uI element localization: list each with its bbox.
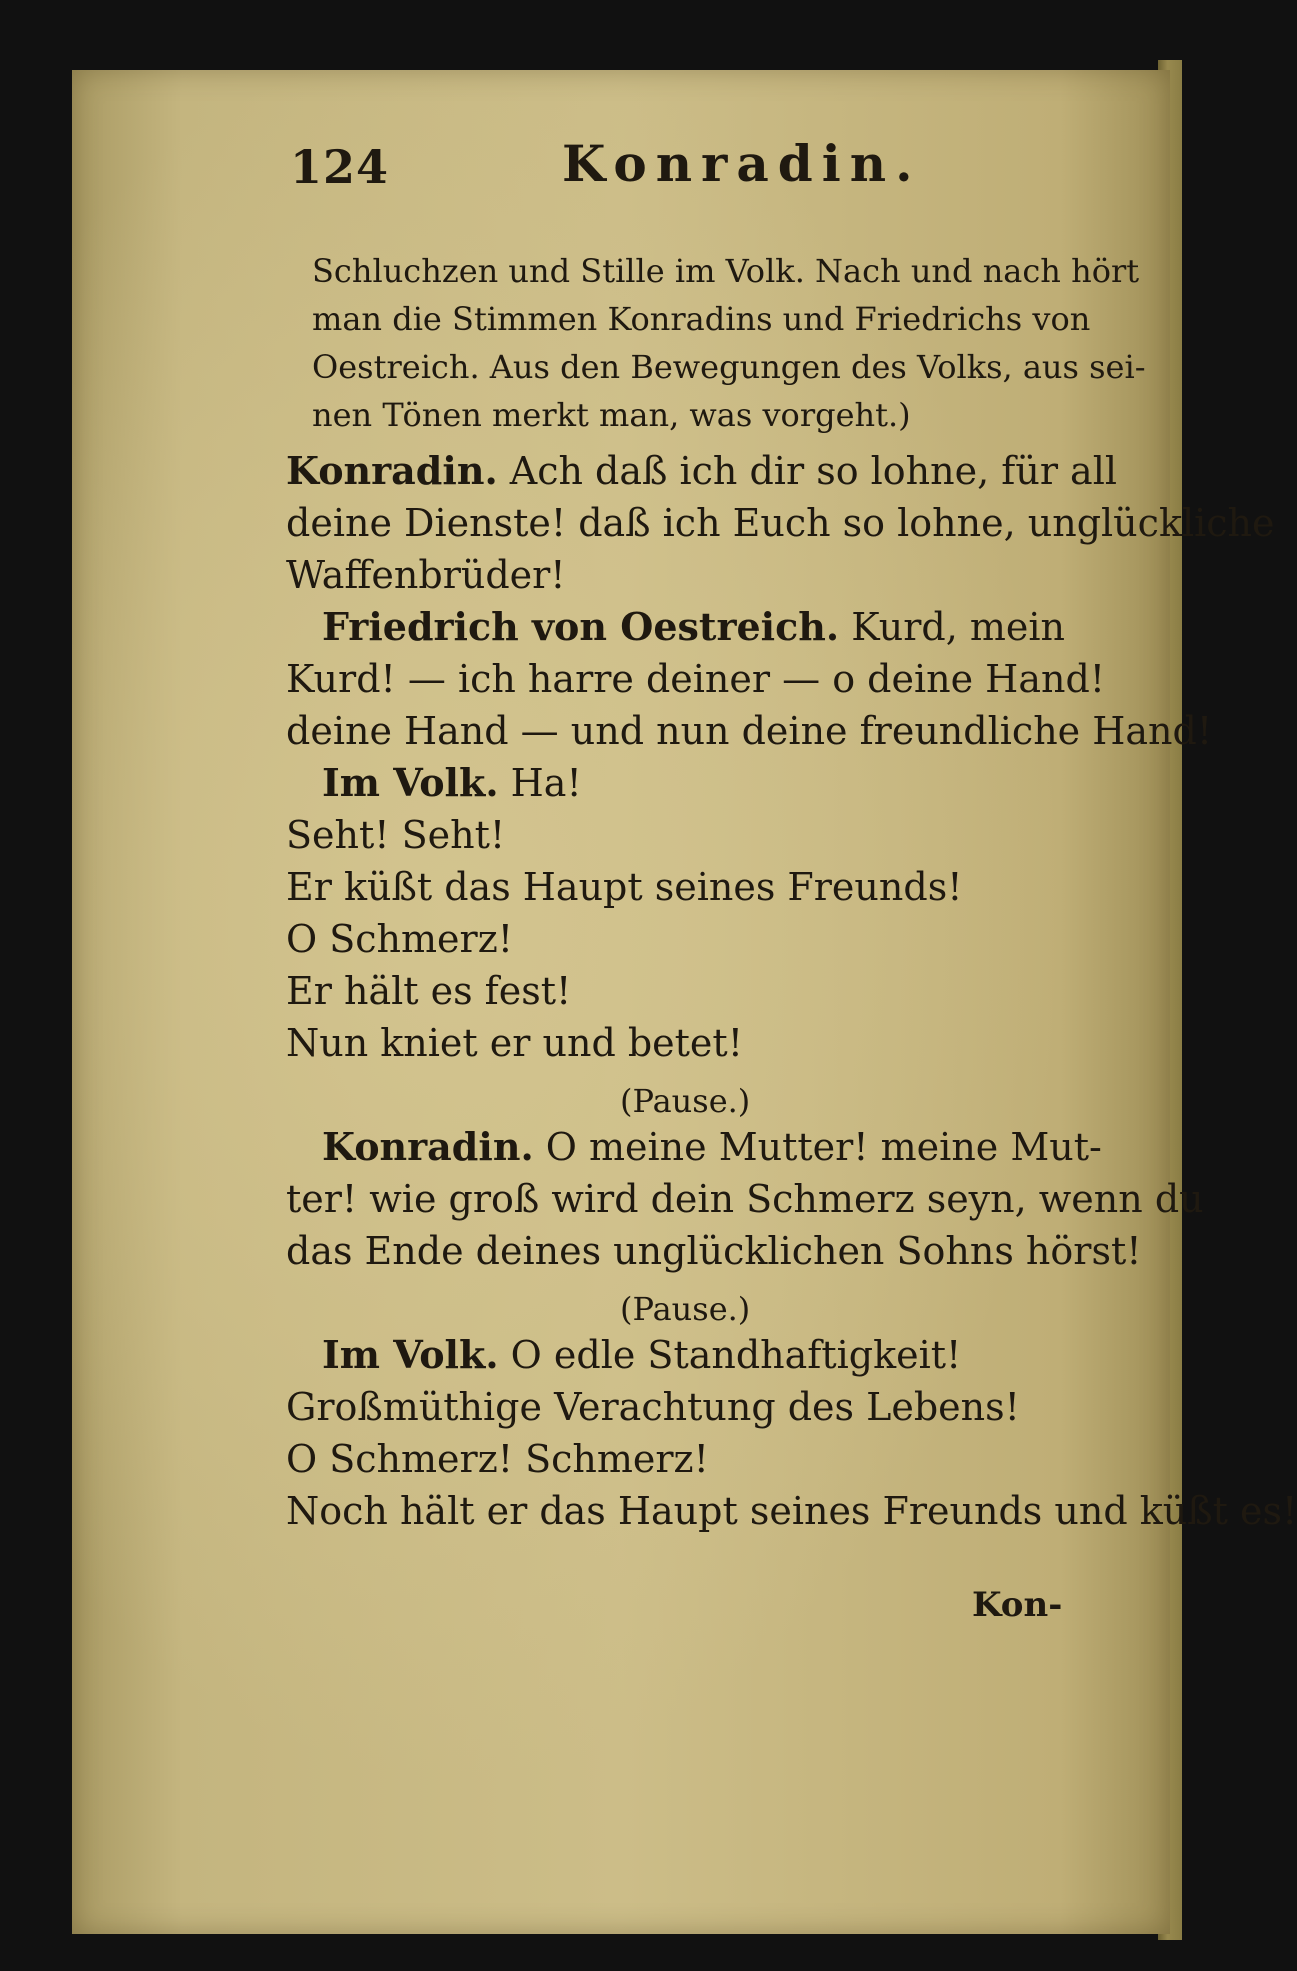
- speaker-name: Konradin.: [322, 1124, 534, 1169]
- speaker-name: Im Volk.: [322, 1332, 499, 1377]
- speech-line: Großmüthige Verachtung des Lebens!: [286, 1385, 1020, 1429]
- speech-text: Ha!: [510, 761, 582, 805]
- stage-direction-line: nen Tönen merkt man, was vorgeht.): [312, 396, 911, 434]
- speech-line: Er küßt das Haupt seines Freunds!: [286, 865, 963, 909]
- speech-line: das Ende deines unglücklichen Sohns hörst!: [286, 1229, 1142, 1273]
- stage-direction-line: man die Stimmen Konradins und Friedrichs von: [312, 300, 1091, 338]
- speech-line: deine Dienste! daß ich Euch so lohne, unglückliche: [286, 501, 1275, 545]
- speech-line: [322, 604, 1065, 650]
- speaker-name: Friedrich von Oestreich.: [322, 604, 840, 649]
- speech-line: [322, 1332, 961, 1378]
- speech-line: Noch hält er das Haupt seines Freunds und küßt es!: [286, 1489, 1297, 1533]
- speaker-name: Im Volk.: [322, 760, 499, 805]
- stage-direction-line: Schluchzen und Stille im Volk. Nach und nach hört: [312, 252, 1140, 290]
- speech-line: ter! wie groß wird dein Schmerz seyn, wenn du: [286, 1177, 1204, 1221]
- speech-text: Kurd, mein: [851, 605, 1066, 649]
- speech-line: Er hält es fest!: [286, 969, 572, 1013]
- speech-line: deine Hand — und nun deine freundliche Hand!: [286, 709, 1213, 753]
- speaker-name: Konradin.: [286, 448, 498, 493]
- stage-direction-pause: (Pause.): [620, 1082, 751, 1120]
- speech-text: O meine Mutter! meine Mut-: [545, 1125, 1102, 1169]
- speech-line: O Schmerz! Schmerz!: [286, 1437, 709, 1481]
- speech-line: Kurd! — ich harre deiner — o deine Hand!: [286, 657, 1106, 701]
- book-page: [72, 70, 1297, 1934]
- running-title: Konradin.: [562, 134, 922, 193]
- stage-direction-line: Oestreich. Aus den Bewegungen des Volks, aus sei-: [312, 348, 1146, 386]
- speech-line: Nun kniet er und betet!: [286, 1021, 743, 1065]
- speech-line: Seht! Seht!: [286, 813, 506, 857]
- speech-text: Ach daß ich dir so lohne, für all: [509, 449, 1118, 493]
- speech-text: O edle Standhaftigkeit!: [510, 1333, 962, 1377]
- speech-line: [286, 448, 1117, 494]
- speech-line: O Schmerz!: [286, 917, 513, 961]
- speech-line: [322, 760, 582, 806]
- stage-direction-pause: (Pause.): [620, 1290, 751, 1328]
- speech-line: [322, 1124, 1102, 1170]
- page-number: 124: [290, 140, 390, 194]
- catchword: Kon-: [972, 1585, 1063, 1625]
- speech-line: Waffenbrüder!: [286, 553, 566, 597]
